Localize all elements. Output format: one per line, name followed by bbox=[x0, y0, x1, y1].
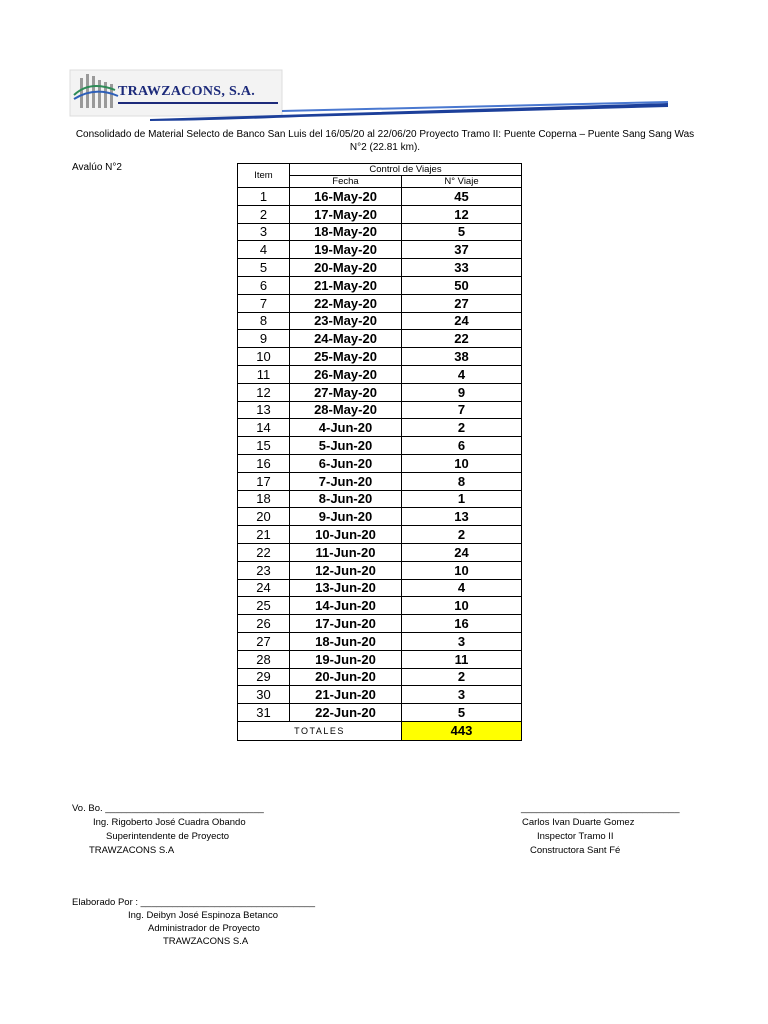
totals-label: TOTALES bbox=[238, 721, 402, 740]
cell-fecha: 9-Jun-20 bbox=[290, 508, 402, 526]
table-row bbox=[238, 543, 522, 561]
table-row bbox=[238, 704, 522, 722]
cell-fecha: 18-May-20 bbox=[290, 223, 402, 241]
cell-item: 5 bbox=[238, 259, 290, 277]
cell-fecha: 17-May-20 bbox=[290, 205, 402, 223]
cell-viaje: 4 bbox=[402, 579, 522, 597]
table-row bbox=[238, 508, 522, 526]
cell-fecha: 6-Jun-20 bbox=[290, 454, 402, 472]
cell-fecha: 14-Jun-20 bbox=[290, 597, 402, 615]
cell-item: 12 bbox=[238, 383, 290, 401]
table-row bbox=[238, 241, 522, 259]
vobo-signature-line: Vo. Bo. ______________________________ bbox=[72, 803, 264, 814]
cell-viaje: 6 bbox=[402, 437, 522, 455]
title-line-1: Consolidado de Material Selecto de Banco San Luis del 16/05/20 al 22/06/20 Proyecto Tramo II: Puente Coperna – Puente Sang Sang Was bbox=[75, 129, 695, 140]
cell-item: 7 bbox=[238, 294, 290, 312]
cell-viaje: 4 bbox=[402, 365, 522, 383]
cell-item: 3 bbox=[238, 223, 290, 241]
cell-item: 14 bbox=[238, 419, 290, 437]
table-row bbox=[238, 454, 522, 472]
cell-item: 15 bbox=[238, 437, 290, 455]
cell-fecha: 27-May-20 bbox=[290, 383, 402, 401]
cell-viaje: 24 bbox=[402, 312, 522, 330]
cell-fecha: 16-May-20 bbox=[290, 188, 402, 206]
table-row bbox=[238, 330, 522, 348]
cell-viaje: 3 bbox=[402, 632, 522, 650]
table-row bbox=[238, 205, 522, 223]
cell-fecha: 20-Jun-20 bbox=[290, 668, 402, 686]
cell-fecha: 26-May-20 bbox=[290, 365, 402, 383]
cell-fecha: 5-Jun-20 bbox=[290, 437, 402, 455]
table-row bbox=[238, 650, 522, 668]
bottom-signer-role: Administrador de Proyecto bbox=[148, 923, 260, 934]
cell-item: 2 bbox=[238, 205, 290, 223]
cell-item: 26 bbox=[238, 615, 290, 633]
bottom-signer-name: Ing. Deibyn José Espinoza Betanco bbox=[128, 910, 278, 921]
cell-item: 24 bbox=[238, 579, 290, 597]
cell-item: 9 bbox=[238, 330, 290, 348]
cell-viaje: 16 bbox=[402, 615, 522, 633]
table-row bbox=[238, 419, 522, 437]
cell-item: 13 bbox=[238, 401, 290, 419]
cell-fecha: 7-Jun-20 bbox=[290, 472, 402, 490]
left-signer-company: TRAWZACONS S.A bbox=[89, 845, 175, 856]
cell-fecha: 19-May-20 bbox=[290, 241, 402, 259]
cell-item: 6 bbox=[238, 276, 290, 294]
table-row bbox=[238, 294, 522, 312]
cell-fecha: 8-Jun-20 bbox=[290, 490, 402, 508]
cell-viaje: 45 bbox=[402, 188, 522, 206]
left-signer-name: Ing. Rigoberto José Cuadra Obando bbox=[93, 817, 246, 828]
table-row bbox=[238, 312, 522, 330]
cell-viaje: 10 bbox=[402, 561, 522, 579]
cell-viaje: 10 bbox=[402, 454, 522, 472]
table-row bbox=[238, 668, 522, 686]
cell-viaje: 9 bbox=[402, 383, 522, 401]
cell-item: 23 bbox=[238, 561, 290, 579]
table-row bbox=[238, 276, 522, 294]
cell-item: 8 bbox=[238, 312, 290, 330]
cell-fecha: 28-May-20 bbox=[290, 401, 402, 419]
table-row bbox=[238, 365, 522, 383]
cell-viaje: 2 bbox=[402, 668, 522, 686]
cell-viaje: 12 bbox=[402, 205, 522, 223]
right-signature-line: ______________________________ bbox=[521, 803, 680, 814]
bottom-signer-company: TRAWZACONS S.A bbox=[163, 936, 249, 947]
cell-viaje: 5 bbox=[402, 704, 522, 722]
table-row bbox=[238, 188, 522, 206]
cell-fecha: 21-Jun-20 bbox=[290, 686, 402, 704]
logo-company-name: TRAWZACONS, S.A. bbox=[118, 84, 256, 99]
table-row bbox=[238, 259, 522, 277]
cell-viaje: 22 bbox=[402, 330, 522, 348]
logo-underline bbox=[118, 102, 278, 104]
cell-viaje: 2 bbox=[402, 526, 522, 544]
cell-viaje: 1 bbox=[402, 490, 522, 508]
cell-fecha: 25-May-20 bbox=[290, 348, 402, 366]
right-signer-name: Carlos Ivan Duarte Gomez bbox=[522, 817, 635, 828]
table-header-row bbox=[238, 164, 522, 176]
cell-item: 20 bbox=[238, 508, 290, 526]
cell-item: 25 bbox=[238, 597, 290, 615]
document-title bbox=[60, 128, 710, 154]
table-row bbox=[238, 561, 522, 579]
cell-item: 29 bbox=[238, 668, 290, 686]
cell-item: 31 bbox=[238, 704, 290, 722]
cell-fecha: 18-Jun-20 bbox=[290, 632, 402, 650]
table-row bbox=[238, 490, 522, 508]
header-item: Item bbox=[238, 164, 290, 188]
cell-viaje: 33 bbox=[402, 259, 522, 277]
cell-viaje: 8 bbox=[402, 472, 522, 490]
table-row bbox=[238, 383, 522, 401]
cell-viaje: 27 bbox=[402, 294, 522, 312]
cell-item: 22 bbox=[238, 543, 290, 561]
cell-fecha: 20-May-20 bbox=[290, 259, 402, 277]
cell-fecha: 22-May-20 bbox=[290, 294, 402, 312]
title-line-2: N°2 (22.81 km). bbox=[349, 142, 421, 153]
cell-fecha: 11-Jun-20 bbox=[290, 543, 402, 561]
table-row bbox=[238, 472, 522, 490]
table-row bbox=[238, 615, 522, 633]
cell-fecha: 21-May-20 bbox=[290, 276, 402, 294]
table-row bbox=[238, 526, 522, 544]
cell-fecha: 24-May-20 bbox=[290, 330, 402, 348]
right-signer-role: Inspector Tramo II bbox=[537, 831, 614, 842]
cell-item: 1 bbox=[238, 188, 290, 206]
cell-item: 10 bbox=[238, 348, 290, 366]
cell-viaje: 50 bbox=[402, 276, 522, 294]
table-row bbox=[238, 597, 522, 615]
cell-viaje: 13 bbox=[402, 508, 522, 526]
cell-viaje: 11 bbox=[402, 650, 522, 668]
table-row bbox=[238, 686, 522, 704]
table-row bbox=[238, 632, 522, 650]
cell-item: 4 bbox=[238, 241, 290, 259]
cell-viaje: 3 bbox=[402, 686, 522, 704]
cell-viaje: 10 bbox=[402, 597, 522, 615]
cell-item: 21 bbox=[238, 526, 290, 544]
left-signer-role: Superintendente de Proyecto bbox=[106, 831, 230, 842]
totals-row bbox=[238, 721, 522, 740]
header-fecha: Fecha bbox=[290, 176, 402, 188]
cell-item: 30 bbox=[238, 686, 290, 704]
cell-viaje: 7 bbox=[402, 401, 522, 419]
header-control-viajes: Control de Viajes bbox=[290, 164, 522, 176]
right-signer-company: Constructora Sant Fé bbox=[530, 845, 621, 856]
cell-fecha: 17-Jun-20 bbox=[290, 615, 402, 633]
cell-item: 11 bbox=[238, 365, 290, 383]
cell-item: 17 bbox=[238, 472, 290, 490]
cell-fecha: 19-Jun-20 bbox=[290, 650, 402, 668]
elaborado-signature-line: Elaborado Por : _________________________________ bbox=[72, 897, 316, 908]
totals-value: 443 bbox=[402, 721, 522, 740]
avaluo-label: Avalúo N°2 bbox=[72, 162, 122, 173]
header-viaje: N° Viaje bbox=[402, 176, 522, 188]
cell-viaje: 2 bbox=[402, 419, 522, 437]
table-row bbox=[238, 437, 522, 455]
cell-viaje: 24 bbox=[402, 543, 522, 561]
table-row bbox=[238, 401, 522, 419]
cell-fecha: 4-Jun-20 bbox=[290, 419, 402, 437]
cell-item: 28 bbox=[238, 650, 290, 668]
table-body bbox=[238, 188, 522, 722]
cell-fecha: 12-Jun-20 bbox=[290, 561, 402, 579]
table-row bbox=[238, 348, 522, 366]
cell-fecha: 22-Jun-20 bbox=[290, 704, 402, 722]
table-row bbox=[238, 579, 522, 597]
cell-viaje: 37 bbox=[402, 241, 522, 259]
cell-fecha: 23-May-20 bbox=[290, 312, 402, 330]
cell-fecha: 13-Jun-20 bbox=[290, 579, 402, 597]
trips-table bbox=[237, 163, 522, 741]
cell-fecha: 10-Jun-20 bbox=[290, 526, 402, 544]
table-row bbox=[238, 223, 522, 241]
cell-item: 16 bbox=[238, 454, 290, 472]
cell-viaje: 5 bbox=[402, 223, 522, 241]
cell-item: 27 bbox=[238, 632, 290, 650]
header-swoosh-graphic bbox=[0, 0, 768, 130]
cell-item: 18 bbox=[238, 490, 290, 508]
cell-viaje: 38 bbox=[402, 348, 522, 366]
